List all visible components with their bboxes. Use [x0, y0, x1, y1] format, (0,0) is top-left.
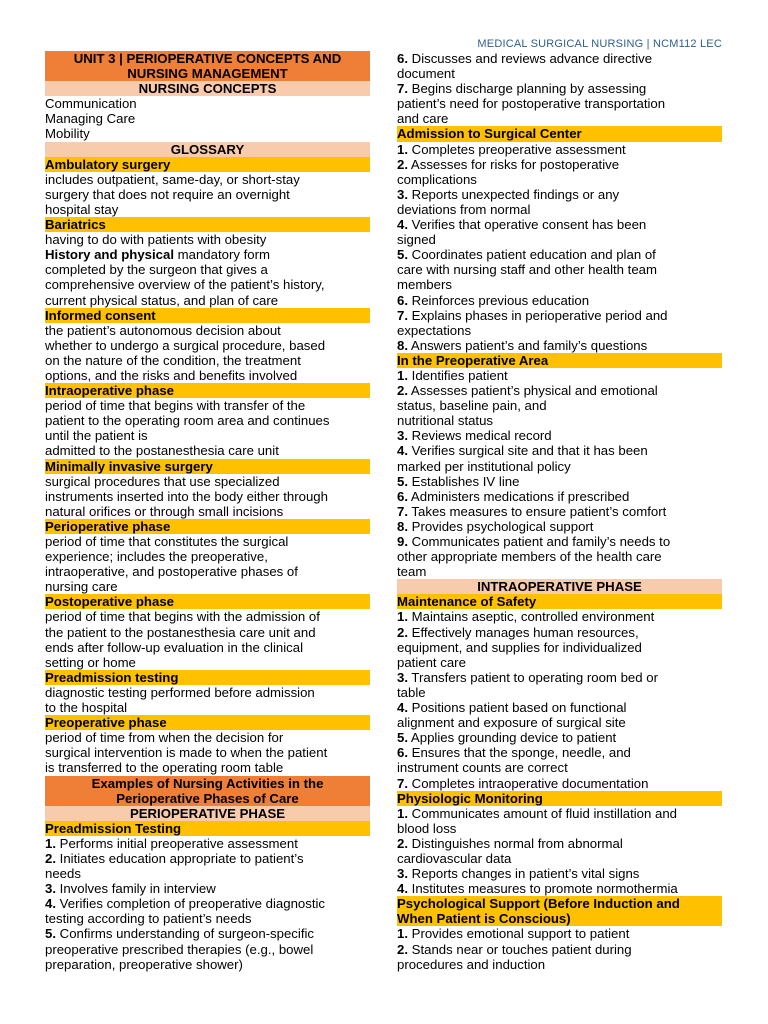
section-heading: Perioperative Phases of Care — [45, 791, 370, 806]
text-line: completed by the surgeon that gives a — [45, 262, 268, 278]
item-number: 1. — [397, 367, 408, 383]
list-item — [397, 474, 722, 489]
text-line: natural orifices or through small incisions — [45, 503, 284, 519]
text-line: care with nursing staff and other health team — [397, 262, 657, 278]
list-item — [397, 534, 722, 549]
topic-heading: Ambulatory surgery — [45, 157, 370, 172]
item-text: Completes preoperative assessment — [408, 141, 626, 157]
list-item — [45, 896, 370, 911]
text-line: preparation, preoperative shower) — [45, 956, 243, 972]
item-number: 1. — [397, 926, 408, 942]
text-line: blood loss — [397, 820, 457, 836]
term-line — [45, 247, 370, 262]
item-text: Confirms understanding of surgeon-specific — [56, 926, 315, 942]
item-number: 4. — [397, 443, 408, 459]
list-item — [397, 881, 722, 896]
item-text: Assesses patient’s physical and emotional — [408, 383, 658, 399]
list-item — [397, 942, 722, 957]
text-line: period of time that constitutes the surgical — [45, 534, 289, 549]
list-item — [45, 926, 370, 941]
item-number: 3. — [397, 669, 408, 685]
right-column — [397, 51, 722, 972]
text-line: marked per institutional policy — [397, 458, 571, 474]
list-item — [397, 730, 722, 745]
item-number: 5. — [45, 926, 56, 942]
item-text: Reinforces previous education — [408, 292, 590, 308]
text-line: signed — [397, 232, 436, 248]
text-line: Communication — [45, 96, 137, 112]
text-line: current physical status, and plan of care — [45, 292, 279, 308]
glossary-term: History and physical — [45, 247, 174, 263]
text-line: testing according to patient’s needs — [45, 911, 252, 927]
item-number: 7. — [397, 503, 408, 519]
text-line: team — [397, 564, 427, 580]
text-line: period of time that begins with transfer of the — [45, 398, 306, 414]
list-item — [397, 51, 722, 66]
text-line: patient’s need for postoperative transportation — [397, 96, 666, 112]
list-item — [397, 81, 722, 96]
text-line: patient to the operating room area and continues — [45, 413, 330, 429]
list-item — [397, 504, 722, 519]
item-number: 5. — [397, 473, 408, 489]
list-item — [397, 745, 722, 760]
topic-heading: Preoperative phase — [45, 715, 370, 730]
subsection-heading: GLOSSARY — [45, 142, 370, 157]
item-number: 3. — [397, 428, 408, 444]
item-number: 2. — [45, 850, 56, 866]
item-number: 1. — [45, 835, 56, 851]
list-item — [397, 625, 722, 640]
item-text: Reviews medical record — [408, 428, 552, 444]
item-text: Initiates education appropriate to patient’s — [56, 850, 304, 866]
list-item — [397, 609, 722, 624]
item-text: Begins discharge planning by assessing — [408, 81, 647, 97]
item-number: 1. — [397, 141, 408, 157]
item-number: 2. — [397, 383, 408, 399]
text-line: the patient to the postanesthesia care unit and — [45, 624, 316, 640]
item-number: 4. — [397, 217, 408, 233]
item-text: Assesses for risks for postoperative — [408, 156, 620, 172]
list-item — [397, 383, 722, 398]
list-item — [45, 836, 370, 851]
item-text: Involves family in interview — [56, 881, 216, 897]
text-line: other appropriate members of the health care — [397, 549, 662, 565]
item-text: Verifies surgical site and that it has been — [408, 443, 648, 459]
item-number: 6. — [397, 745, 408, 761]
item-number: 1. — [397, 609, 408, 625]
list-item — [397, 489, 722, 504]
item-number: 3. — [397, 866, 408, 882]
item-text: Transfers patient to operating room bed or — [408, 669, 658, 685]
text-line: period of time that begins with the admission of — [45, 609, 320, 625]
text-line: Mobility — [45, 126, 90, 142]
text-line: is transferred to the operating room table — [45, 760, 284, 776]
topic-heading: Psychological Support (Before Induction and — [397, 896, 722, 911]
item-number: 2. — [397, 835, 408, 851]
list-item — [397, 443, 722, 458]
item-text: Coordinates patient education and plan of — [408, 247, 656, 263]
list-item — [397, 806, 722, 821]
item-number: 4. — [397, 700, 408, 716]
topic-heading: Maintenance of Safety — [397, 594, 722, 609]
section-heading: UNIT 3 | PERIOPERATIVE CONCEPTS AND — [45, 51, 370, 66]
item-text: Identifies patient — [408, 367, 508, 383]
text-line: cardiovascular data — [397, 850, 512, 866]
item-number: 7. — [397, 81, 408, 97]
list-item — [397, 428, 722, 443]
item-text: Reports changes in patient’s vital signs — [408, 866, 640, 882]
item-number: 6. — [397, 488, 408, 504]
list-item — [397, 926, 722, 941]
item-number: 6. — [397, 51, 408, 66]
list-item — [397, 836, 722, 851]
text-line: status, baseline pain, and — [397, 398, 547, 414]
item-number: 7. — [397, 307, 408, 323]
text-line: the patient’s autonomous decision about — [45, 322, 281, 338]
text-line: document — [397, 66, 455, 82]
item-number: 8. — [397, 337, 408, 353]
item-text: Applies grounding device to patient — [408, 730, 617, 746]
topic-heading: Bariatrics — [45, 217, 370, 232]
list-item — [397, 338, 722, 353]
section-heading: NURSING MANAGEMENT — [45, 66, 370, 81]
text-line: on the nature of the condition, the treatment — [45, 352, 301, 368]
item-text: Answers patient’s and family’s questions — [408, 337, 648, 353]
list-item — [397, 293, 722, 308]
list-item — [397, 217, 722, 232]
list-item — [397, 247, 722, 262]
item-text: Takes measures to ensure patient’s comfort — [408, 503, 667, 519]
list-item — [397, 700, 722, 715]
text-line: setting or home — [45, 654, 136, 670]
item-text: Provides emotional support to patient — [408, 926, 630, 942]
item-text: Verifies completion of preoperative diagnostic — [56, 896, 326, 912]
list-item — [397, 187, 722, 202]
item-text: Provides psychological support — [408, 518, 594, 534]
list-item — [397, 776, 722, 791]
item-number: 3. — [397, 186, 408, 202]
item-text: Establishes IV line — [408, 473, 520, 489]
item-text: Reports unexpected findings or any — [408, 186, 620, 202]
item-text: Communicates amount of fluid instillation and — [408, 805, 678, 821]
text-line: having to do with patients with obesity — [45, 232, 267, 248]
text-line: admitted to the postanesthesia care unit — [45, 443, 279, 459]
list-item — [397, 519, 722, 534]
item-text: Institutes measures to promote normothermia — [408, 881, 678, 897]
topic-heading: Postoperative phase — [45, 594, 370, 609]
text-line: patient care — [397, 654, 466, 670]
text-line: surgery that does not require an overnight — [45, 186, 290, 202]
term-definition: mandatory form — [173, 247, 270, 263]
topic-heading: Admission to Surgical Center — [397, 126, 722, 141]
item-text: Verifies that operative consent has been — [408, 217, 647, 233]
item-number: 6. — [397, 292, 408, 308]
text-line: procedures and induction — [397, 956, 546, 972]
item-text: Ensures that the sponge, needle, and — [408, 745, 631, 761]
text-line: equipment, and supplies for individualized — [397, 639, 642, 655]
list-item — [397, 368, 722, 383]
item-text: Stands near or touches patient during — [408, 941, 632, 957]
topic-heading: Informed consent — [45, 308, 370, 323]
text-line: hospital stay — [45, 201, 119, 217]
item-number: 2. — [397, 156, 408, 172]
left-column — [45, 51, 370, 972]
list-item — [397, 670, 722, 685]
text-line: instruments inserted into the body either through — [45, 488, 328, 504]
topic-heading: Perioperative phase — [45, 519, 370, 534]
text-line: options, and the risks and benefits involved — [45, 367, 298, 383]
text-line: diagnostic testing performed before admission — [45, 684, 315, 700]
text-line: complications — [397, 171, 477, 187]
text-line: ends after follow-up evaluation in the clinical — [45, 639, 304, 655]
text-line: nutritional status — [397, 413, 494, 429]
section-heading: Examples of Nursing Activities in the — [45, 776, 370, 791]
subsection-heading: PERIOPERATIVE PHASE — [45, 806, 370, 821]
text-line: members — [397, 277, 452, 293]
text-line: until the patient is — [45, 428, 148, 444]
list-item — [397, 866, 722, 881]
list-item — [397, 308, 722, 323]
item-number: 3. — [45, 881, 56, 897]
item-number: 2. — [397, 941, 408, 957]
text-line: to the hospital — [45, 700, 128, 716]
item-text: Positions patient based on functional — [408, 700, 627, 716]
topic-heading: Physiologic Monitoring — [397, 791, 722, 806]
item-text: Completes intraoperative documentation — [408, 775, 649, 791]
item-number: 4. — [397, 881, 408, 897]
topic-heading: Intraoperative phase — [45, 383, 370, 398]
text-line: surgical procedures that use specialized — [45, 473, 280, 489]
text-line: needs — [45, 866, 81, 882]
item-text: Administers medications if prescribed — [408, 488, 630, 504]
list-item — [397, 157, 722, 172]
subsection-heading: NURSING CONCEPTS — [45, 81, 370, 96]
item-number: 8. — [397, 518, 408, 534]
text-line: comprehensive overview of the patient’s history, — [45, 277, 325, 293]
item-number: 7. — [397, 775, 408, 791]
item-number: 9. — [397, 534, 408, 549]
item-number: 2. — [397, 624, 408, 640]
topic-heading: Minimally invasive surgery — [45, 459, 370, 474]
item-text: Discusses and reviews advance directive — [408, 51, 653, 66]
item-number: 4. — [45, 896, 56, 912]
text-line: surgical intervention is made to when the patient — [45, 745, 328, 761]
item-text: Distinguishes normal from abnormal — [408, 835, 623, 851]
text-line: table — [397, 684, 426, 700]
page-header: MEDICAL SURGICAL NURSING | NCM112 LEC — [477, 38, 722, 50]
text-line: deviations from normal — [397, 201, 531, 217]
text-line: includes outpatient, same-day, or short-stay — [45, 171, 300, 187]
text-line: instrument counts are correct — [397, 760, 568, 776]
subsection-heading: INTRAOPERATIVE PHASE — [397, 579, 722, 594]
item-number: 5. — [397, 247, 408, 263]
text-line: preoperative prescribed therapies (e.g., bowel — [45, 941, 314, 957]
text-line: nursing care — [45, 579, 118, 595]
text-line: period of time from when the decision for — [45, 730, 284, 746]
item-text: Performs initial preoperative assessment — [56, 835, 298, 851]
text-line: experience; includes the preoperative, — [45, 549, 268, 565]
item-number: 5. — [397, 730, 408, 746]
topic-heading: In the Preoperative Area — [397, 353, 722, 368]
text-line: alignment and exposure of surgical site — [397, 715, 626, 731]
list-item — [45, 881, 370, 896]
topic-heading: When Patient is Conscious) — [397, 911, 722, 926]
item-text: Communicates patient and family’s needs to — [408, 534, 671, 549]
text-line: and care — [397, 111, 449, 127]
list-item — [45, 851, 370, 866]
text-line: whether to undergo a surgical procedure, based — [45, 337, 326, 353]
item-number: 1. — [397, 805, 408, 821]
text-line: intraoperative, and postoperative phases of — [45, 564, 298, 580]
topic-heading: Preadmission Testing — [45, 821, 370, 836]
item-text: Explains phases in perioperative period and — [408, 307, 668, 323]
item-text: Effectively manages human resources, — [408, 624, 639, 640]
list-item — [397, 142, 722, 157]
item-text: Maintains aseptic, controlled environment — [408, 609, 655, 625]
text-line: Managing Care — [45, 111, 136, 127]
topic-heading: Preadmission testing — [45, 670, 370, 685]
text-line: expectations — [397, 322, 472, 338]
